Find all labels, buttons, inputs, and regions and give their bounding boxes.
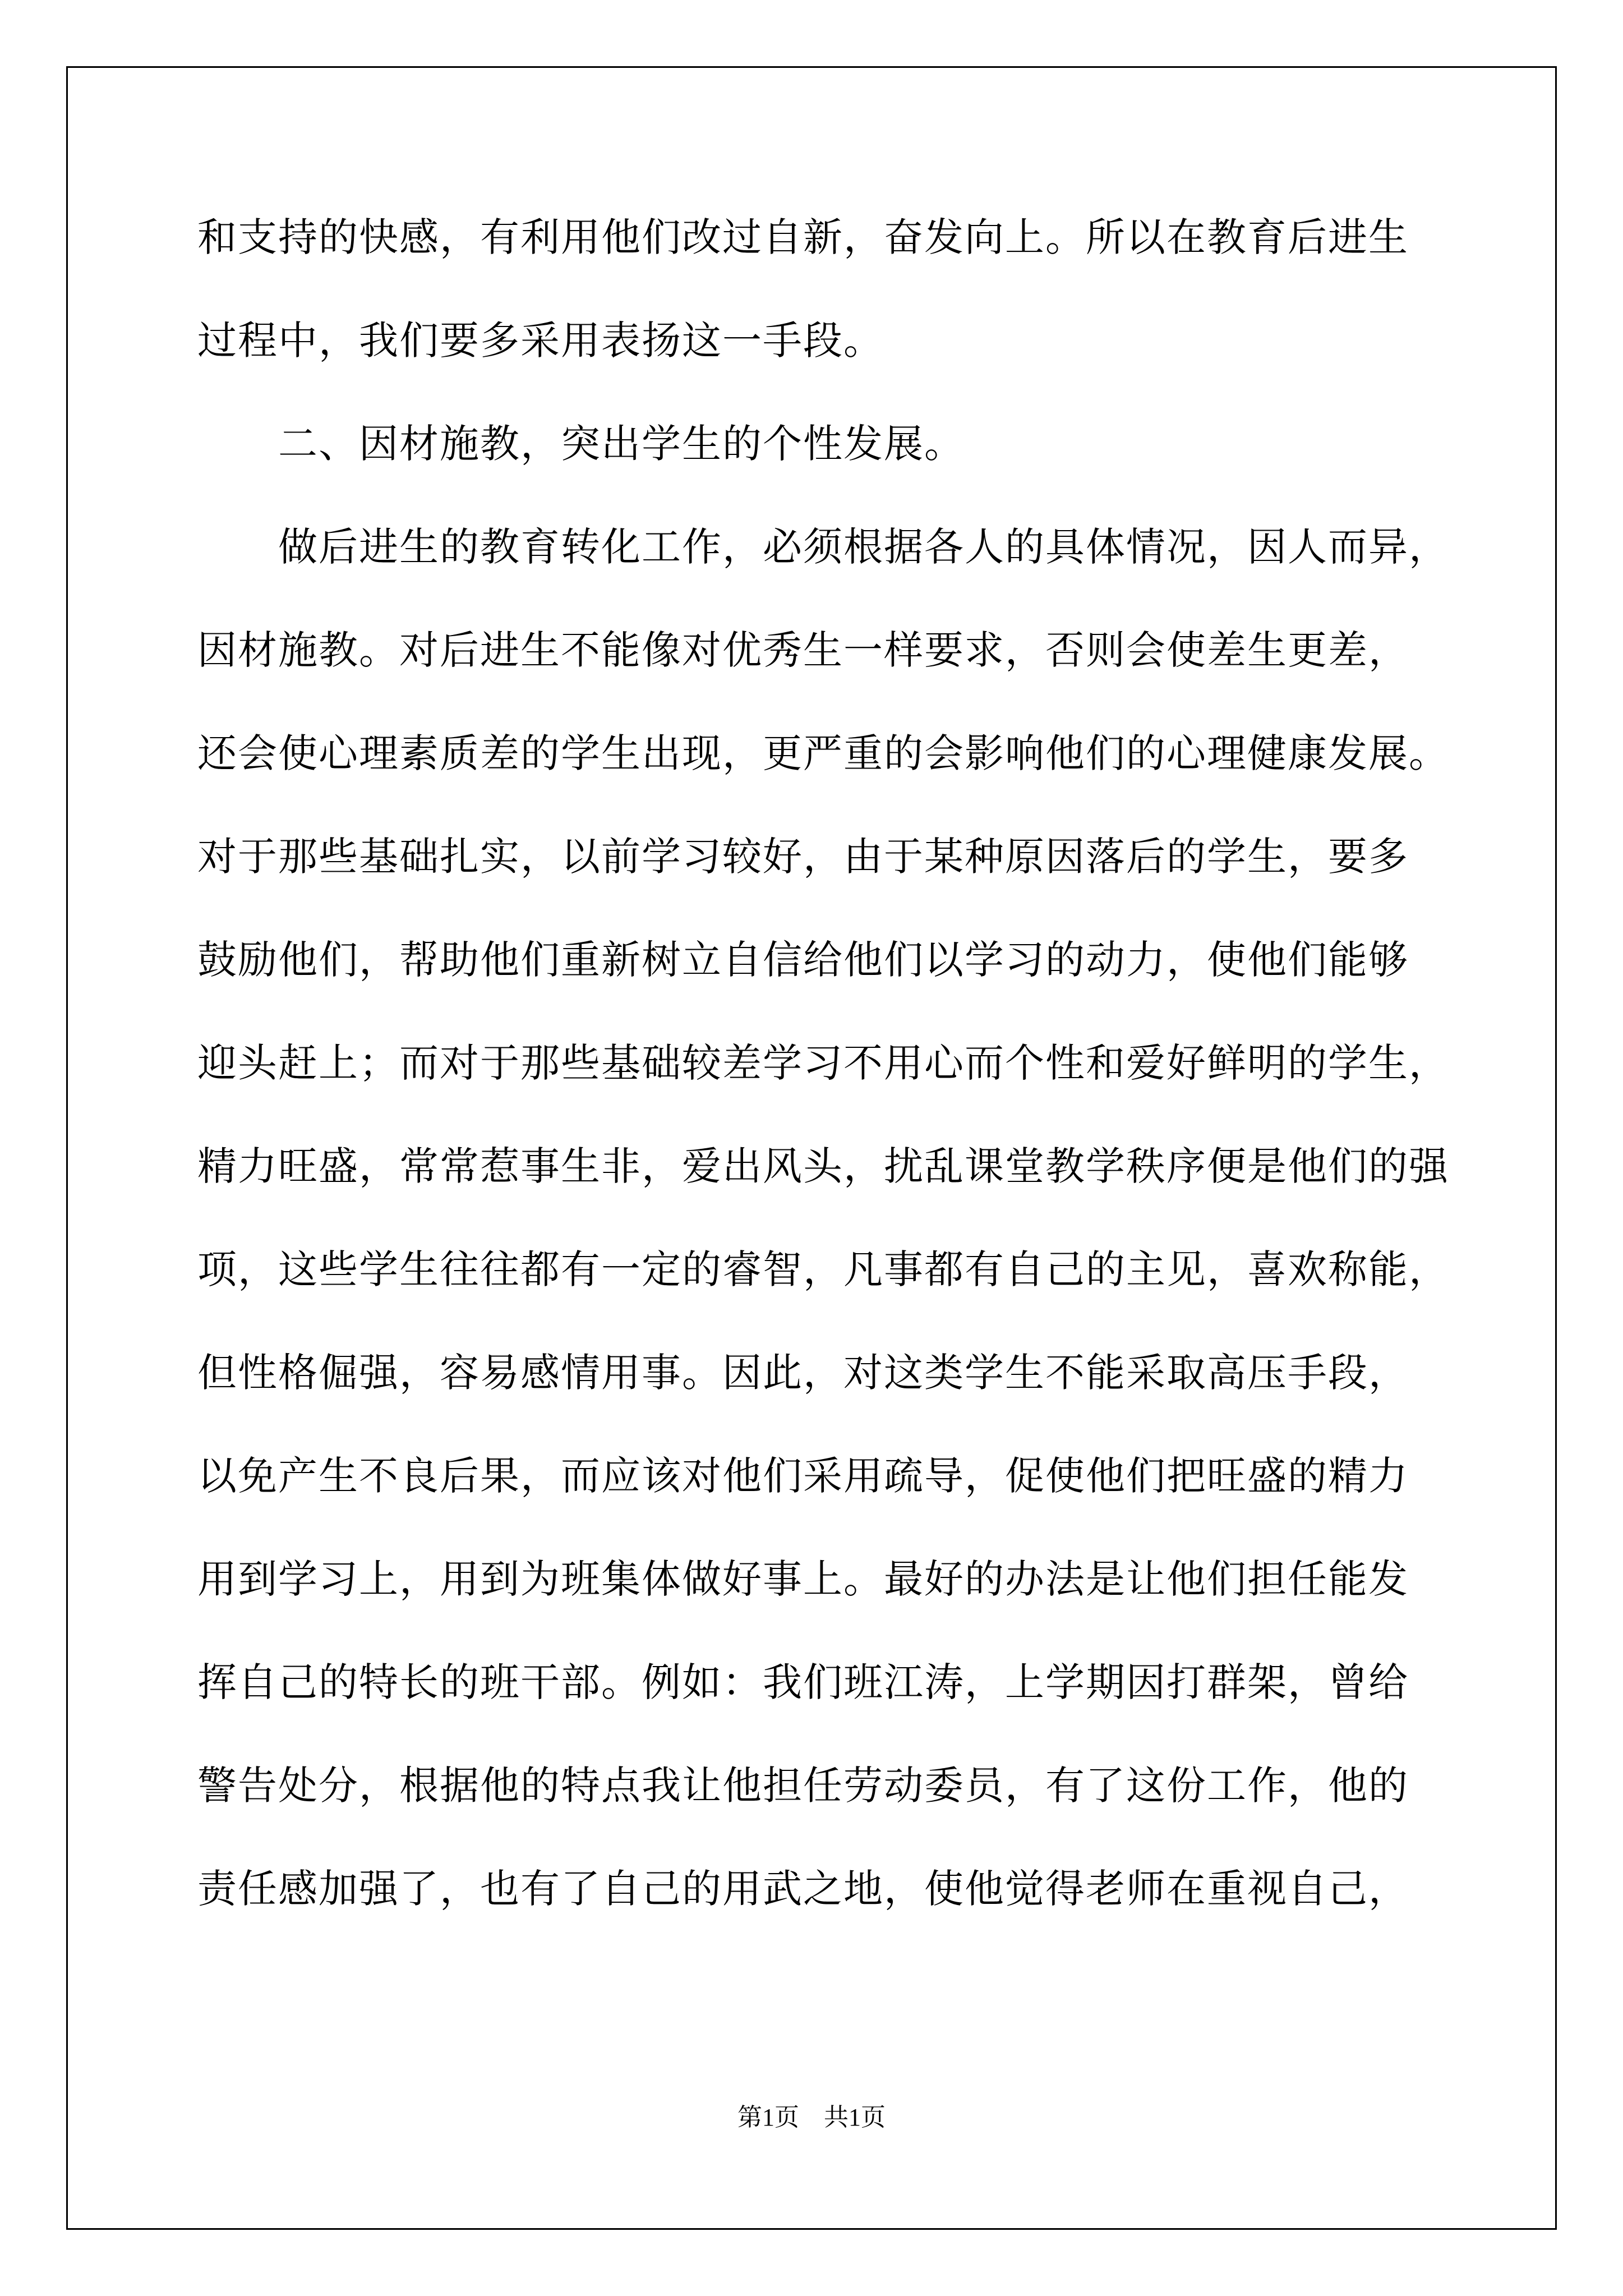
text-line: 和支持的快感，有利用他们改过自新，奋发向上。所以在教育后进生 <box>197 214 1409 260</box>
text-line: 用到学习上，用到为班集体做好事上。最好的办法是让他们担任能发 <box>197 1556 1409 1602</box>
section-heading: 二、因材施教，突出学生的个性发展。 <box>197 421 965 467</box>
text-line: 警告处分，根据他的特点我让他担任劳动委员，有了这份工作，他的 <box>197 1763 1409 1809</box>
text-line: 但性格倔强，容易感情用事。因此，对这类学生不能采取高压手段， <box>197 1350 1409 1396</box>
text-line: 项，这些学生往往都有一定的睿智，凡事都有自己的主见，喜欢称能， <box>197 1246 1449 1292</box>
text-line: 精力旺盛，常常惹事生非，爱出风头，扰乱课堂教学秩序便是他们的强 <box>197 1143 1449 1189</box>
text-line: 以免产生不良后果，而应该对他们采用疏导，促使他们把旺盛的精力 <box>197 1453 1409 1499</box>
text-line: 迎头赶上；而对于那些基础较差学习不用心而个性和爱好鲜明的学生， <box>197 1040 1449 1086</box>
text-line: 过程中，我们要多采用表扬这一手段。 <box>197 318 884 364</box>
page-number-footer: 第1页 共1页 <box>737 2104 886 2131</box>
text-line: 鼓励他们，帮助他们重新树立自信给他们以学习的动力，使他们能够 <box>197 937 1409 983</box>
text-line: 因材施教。对后进生不能像对优秀生一样要求，否则会使差生更差， <box>197 627 1409 673</box>
text-line: 对于那些基础扎实，以前学习较好，由于某种原因落后的学生，要多 <box>197 834 1409 880</box>
text-line: 责任感加强了，也有了自己的用武之地，使他觉得老师在重视自己， <box>197 1866 1409 1912</box>
text-line: 还会使心理素质差的学生出现，更严重的会影响他们的心理健康发展。 <box>197 730 1449 776</box>
text-line: 做后进生的教育转化工作，必须根据各人的具体情况，因人而异， <box>197 524 1449 570</box>
text-line: 挥自己的特长的班干部。例如：我们班江涛，上学期因打群架，曾给 <box>197 1659 1409 1705</box>
